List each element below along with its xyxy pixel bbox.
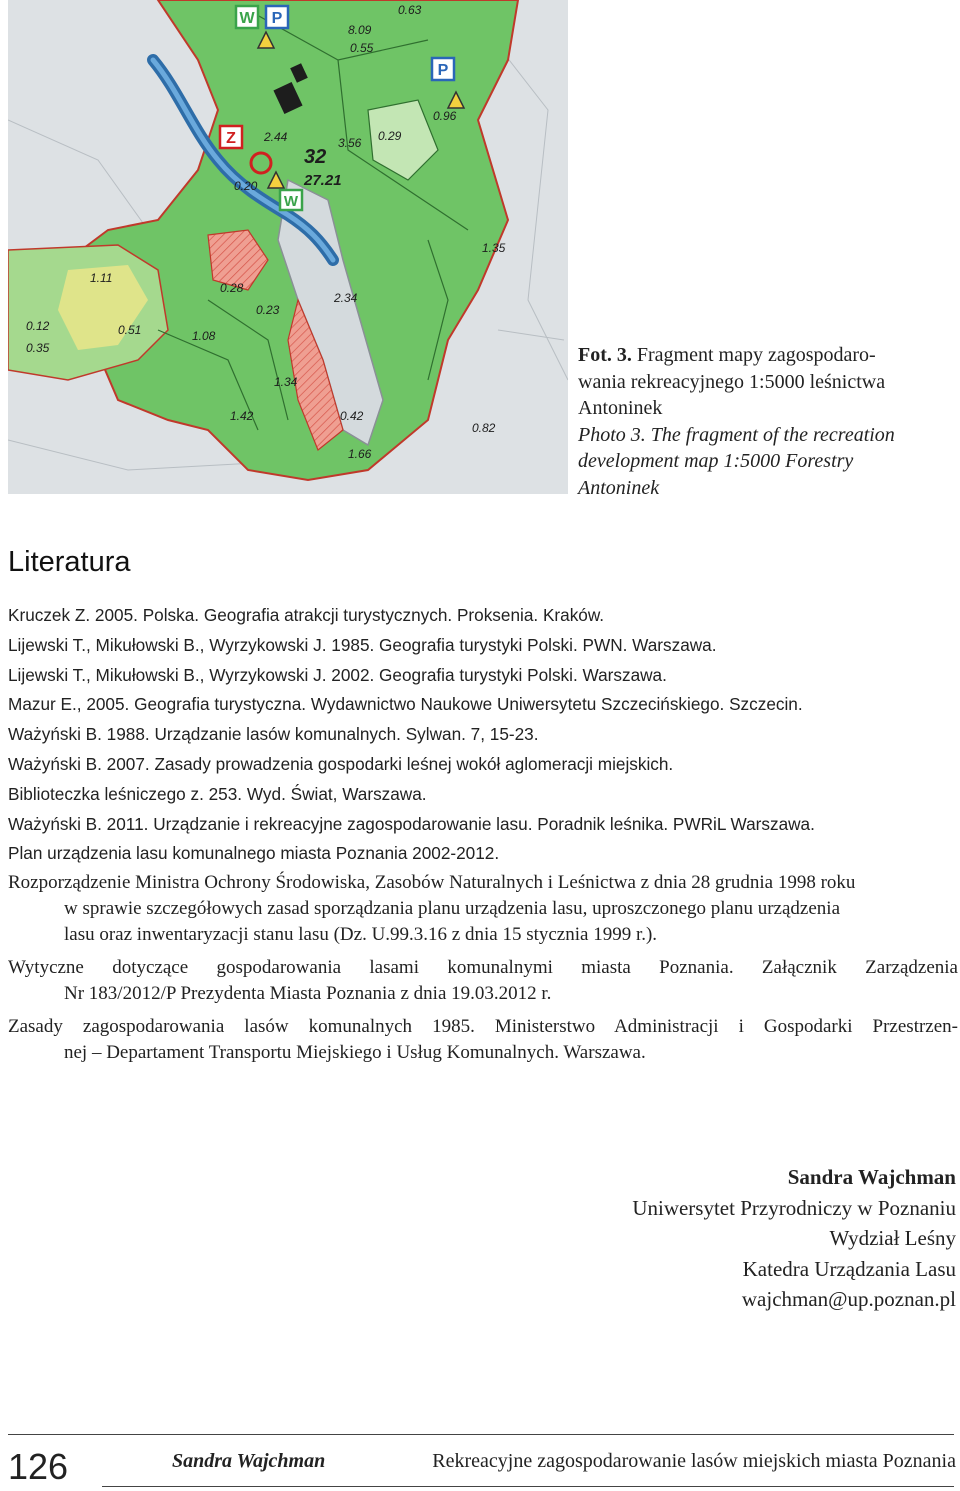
- reference-item: Lijewski T., Mikułowski B., Wyrzykowski J. 2002. Geografia turystyki Polski. Warszawa.: [8, 664, 667, 685]
- footer-rule: [102, 1486, 954, 1487]
- svg-text:P: P: [437, 62, 449, 79]
- running-header-author: Sandra Wajchman: [172, 1450, 326, 1472]
- caption-line: Fot. 3. Fragment mapy zagospodaro-: [578, 344, 876, 366]
- reference-item-rozporzadzenie: Rozporządzenie Ministra Ochrony Środowiska, Zasobów Naturalnych i Leśnictwa z dnia 28 grudnia 1998 roku w sprawie szczegółowych zasad sporządzania planu urządzenia lasu, uproszczonego planu urządzenia lasu oraz inwentaryzacji stanu lasu (Dz. U.99.3.16 z dnia 15 stycznia 1999 r.).: [8, 872, 856, 946]
- map-label: 0.42: [340, 409, 364, 423]
- reference-list: [8, 602, 958, 1073]
- map-label: 1.34: [274, 375, 298, 389]
- map-label: 0.96: [433, 109, 457, 123]
- figure-caption: [578, 342, 948, 501]
- reference-item: Plan urządzenia lasu komunalnego miasta Poznania 2002-2012.: [8, 843, 500, 864]
- map-label: 3.56: [338, 136, 362, 150]
- map-label: 0.23: [256, 303, 280, 317]
- map-label: 2.34: [334, 291, 358, 305]
- map-label: 1.35: [482, 241, 506, 255]
- sign-w-river: [280, 190, 302, 210]
- reference-item-zasady: Zasady zagospodarowania lasów komunalnych 1985. Ministerstwo Administracji i Gospodarki Przestrzen- nej – Departament Transportu Miejskiego i Usług Komunalnych. Warszawa.: [8, 1016, 958, 1064]
- reference-item: Lijewski T., Mikułowski B., Wyrzykowski J. 1985. Geografia turystyki Polski. PWN. Warszawa.: [8, 634, 717, 655]
- author-affiliation: [632, 1162, 956, 1315]
- svg-text:P: P: [271, 10, 283, 27]
- caption-line: Antoninek: [578, 397, 663, 419]
- author-email[interactable]: wajchman@up.poznan.pl: [741, 1287, 956, 1311]
- author-department: Katedra Urządzania Lasu: [742, 1256, 956, 1281]
- forestry-map-image: [8, 0, 568, 494]
- caption-line-en: development map 1:5000 Forestry: [578, 450, 854, 472]
- sign-p-right: [432, 58, 454, 80]
- footer-rule: [8, 1434, 954, 1435]
- caption-line-en: Photo 3. The fragment of the recreation: [578, 423, 895, 446]
- reference-item: Mazur E., 2005. Geografia turystyczna. Wydawnictwo Naukowe Uniwersytetu Szczecińskiego. Szczecin.: [8, 694, 803, 715]
- reference-item: Ważyński B. 2007. Zasady prowadzenia gospodarki leśnej wokół aglomeracji miejskich.: [8, 753, 674, 774]
- map-label: 0.28: [220, 281, 244, 295]
- author-faculty: Wydział Leśny: [829, 1226, 956, 1250]
- map-label: 0.63: [398, 3, 422, 17]
- map-label: 1.08: [192, 329, 216, 343]
- author-name: Sandra Wajchman: [787, 1165, 956, 1189]
- map-label: 0.51: [118, 323, 142, 337]
- map-label: 0.55: [350, 41, 374, 55]
- forestry-map: [8, 0, 568, 494]
- literature-heading: Literatura: [8, 546, 131, 578]
- running-header-title: Rekreacyjne zagospodarowanie lasów miejskich miasta Poznania: [432, 1450, 956, 1472]
- caption-line: wania rekreacyjnego 1:5000 leśnictwa: [578, 370, 886, 393]
- reference-item: Ważyński B. 1988. Urządzanie lasów komunalnych. Sylwan. 7, 15-23.: [8, 724, 539, 745]
- caption-line-en: Antoninek: [578, 476, 660, 499]
- reference-item: Kruczek Z. 2005. Polska. Geografia atrakcji turystycznych. Proksenia. Kraków.: [8, 605, 605, 625]
- map-label: 0.82: [472, 421, 496, 435]
- reference-item-wytyczne: Wytyczne dotyczące gospodarowania lasami komunalnymi miasta Poznania. Załącznik Zarządzenia Nr 183/2012/P Prezydenta Miasta Poznania z dnia 19.03.2012 r.: [8, 957, 958, 1005]
- sign-w-top: [236, 6, 258, 28]
- reference-item: Ważyński B. 2011. Urządzanie i rekreacyjne zagospodarowanie lasu. Poradnik leśnika. PWRiL Warszawa.: [8, 813, 815, 834]
- map-label: 0.35: [26, 341, 50, 355]
- page-number: 126: [8, 1446, 69, 1487]
- reference-item: Biblioteczka leśniczego z. 253. Wyd. Świat, Warszawa.: [8, 783, 427, 804]
- sign-p-top: [266, 6, 288, 28]
- map-label: 32: [304, 146, 327, 168]
- svg-text:W: W: [283, 193, 299, 210]
- svg-text:Z: Z: [226, 130, 236, 147]
- map-label: 1.11: [90, 271, 113, 285]
- map-label: 0.12: [26, 319, 50, 333]
- map-label: 8.09: [348, 23, 372, 37]
- sign-z: [220, 126, 242, 148]
- map-label: 27.21: [304, 172, 342, 189]
- svg-text:W: W: [239, 10, 255, 27]
- map-label: 2.44: [264, 130, 288, 144]
- map-label: 0.20: [234, 179, 258, 193]
- map-label: 1.42: [230, 409, 254, 423]
- map-label: 0.29: [378, 129, 402, 143]
- author-university: Uniwersytet Przyrodniczy w Poznaniu: [632, 1195, 956, 1220]
- map-label: 1.66: [348, 447, 372, 461]
- caption-label: Fot. 3.: [578, 344, 632, 366]
